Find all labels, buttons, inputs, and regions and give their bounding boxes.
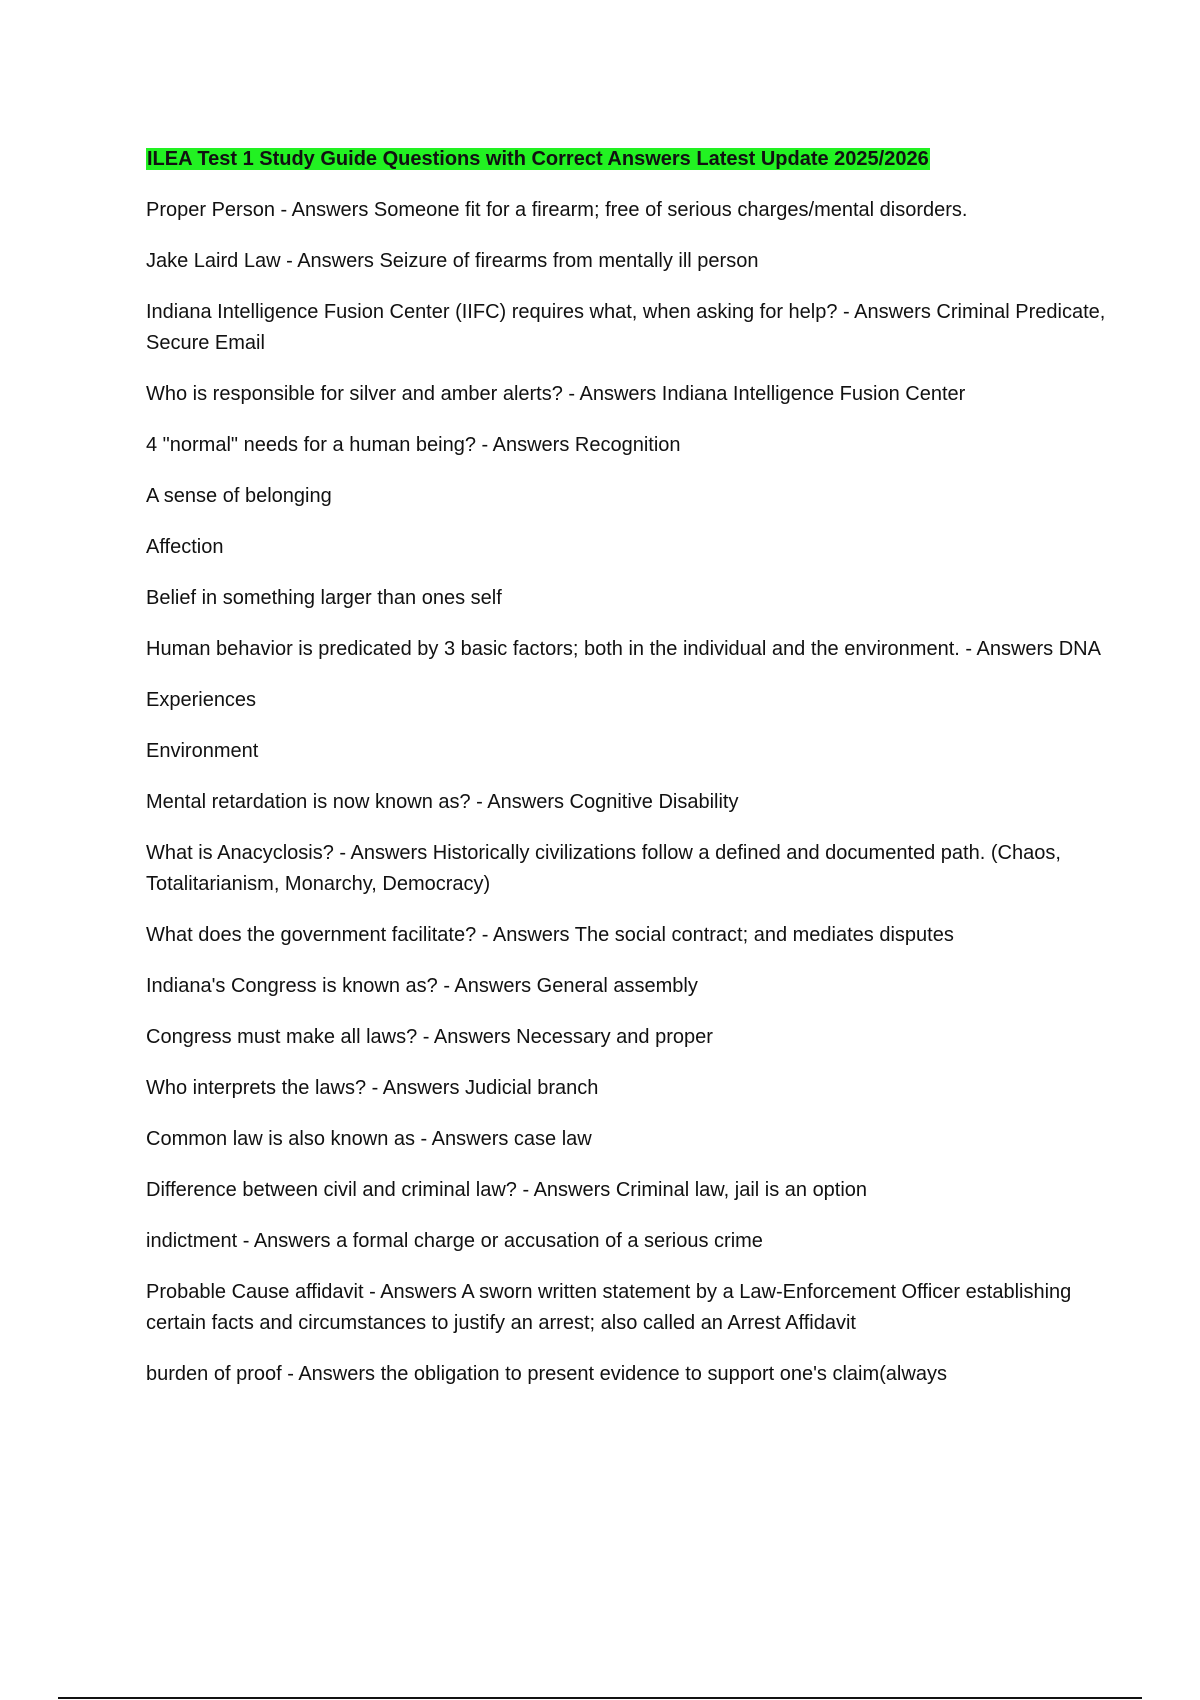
title-block	[146, 145, 1106, 173]
study-guide-content	[146, 195, 1106, 1410]
qa-line: Affection	[146, 536, 224, 558]
qa-line: Congress must make all laws? - Answers Necessary and proper	[146, 1026, 713, 1048]
qa-line: burden of proof - Answers the obligation to present evidence to support one's claim(always	[146, 1363, 947, 1385]
qa-line: Probable Cause affidavit - Answers A sworn written statement by a Law-Enforcement Officer establishing certain facts and circumstances to justify an arrest; also called an Arrest Affidavit	[146, 1281, 1072, 1334]
qa-line: Proper Person - Answers Someone fit for a firearm; free of serious charges/mental disorders.	[146, 199, 968, 221]
qa-line: Experiences	[146, 689, 257, 711]
qa-line: Difference between civil and criminal law? - Answers Criminal law, jail is an option	[146, 1179, 868, 1201]
qa-line: A sense of belonging	[146, 485, 332, 507]
qa-line: Who interprets the laws? - Answers Judicial branch	[146, 1077, 599, 1099]
qa-line: indictment - Answers a formal charge or accusation of a serious crime	[146, 1230, 763, 1252]
qa-line: 4 "normal" needs for a human being? - Answers Recognition	[146, 434, 681, 456]
qa-line: What does the government facilitate? - Answers The social contract; and mediates disputes	[146, 924, 954, 946]
qa-line: Who is responsible for silver and amber alerts? - Answers Indiana Intelligence Fusion Center	[146, 383, 966, 405]
qa-line: Human behavior is predicated by 3 basic factors; both in the individual and the environment. - Answers DNA	[146, 638, 1101, 660]
qa-line: Environment	[146, 740, 259, 762]
qa-line: Mental retardation is now known as? - Answers Cognitive Disability	[146, 791, 739, 813]
qa-line: What is Anacyclosis? - Answers Historically civilizations follow a defined and documented path. (Chaos, Totalitarianism, Monarchy, Democracy)	[146, 842, 1061, 895]
qa-line: Common law is also known as - Answers case law	[146, 1128, 592, 1150]
qa-line: Jake Laird Law - Answers Seizure of firearms from mentally ill person	[146, 250, 759, 272]
qa-line: Indiana Intelligence Fusion Center (IIFC) requires what, when asking for help? - Answers Criminal Predicate, Secure Email	[146, 301, 1106, 354]
qa-line: Belief in something larger than ones self	[146, 587, 502, 609]
page-bottom-rule	[58, 1697, 1142, 1699]
document-title: ILEA Test 1 Study Guide Questions with Correct Answers Latest Update 2025/2026	[147, 148, 929, 170]
qa-line: Indiana's Congress is known as? - Answers General assembly	[146, 975, 698, 997]
